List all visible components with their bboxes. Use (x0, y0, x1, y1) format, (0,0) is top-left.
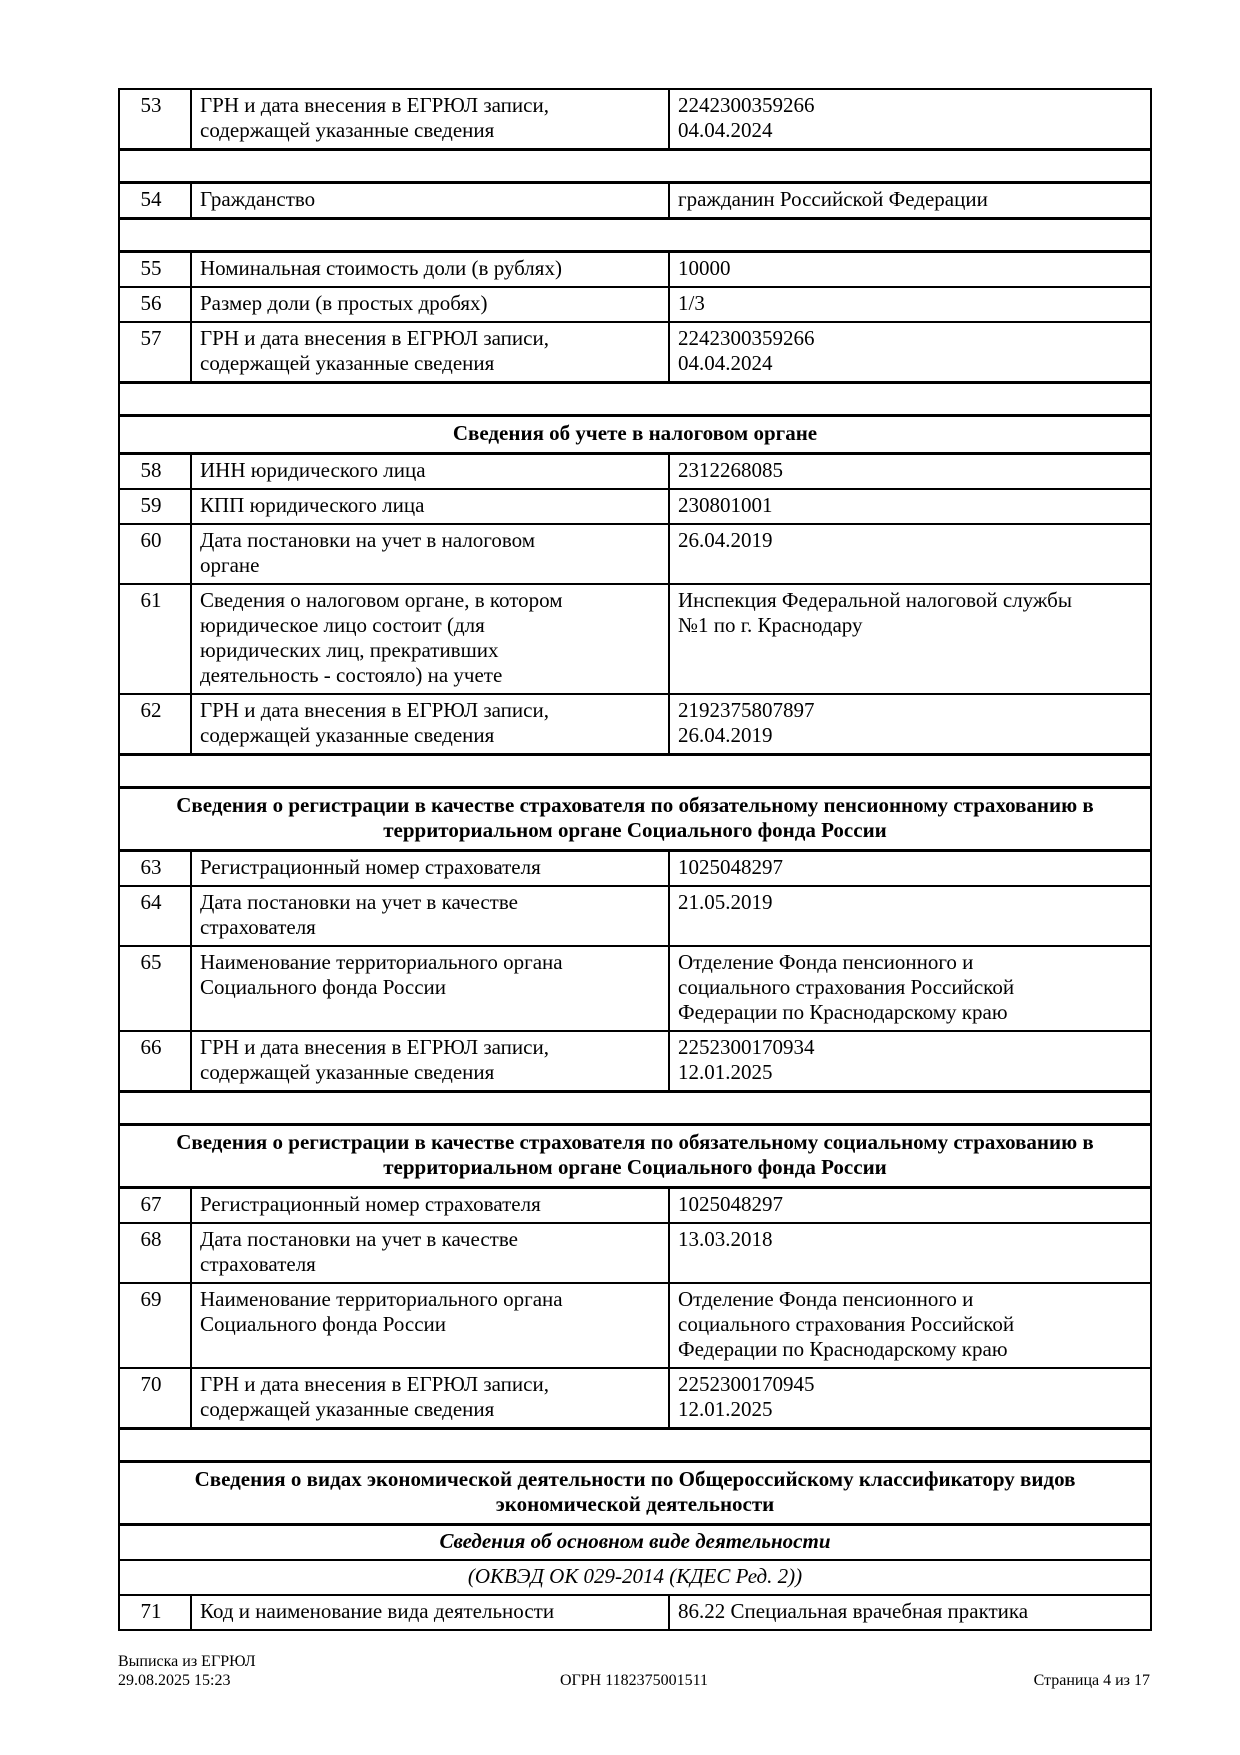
section-cell: Сведения о регистрации в качестве страхователя по обязательному пенсионному страхованию в территориальном органе Социального фонда России (119, 788, 1151, 851)
row-value-cell (669, 322, 1151, 383)
row-value-line: 04.04.2024 (678, 118, 773, 142)
table-row (119, 584, 1151, 694)
row-value-line: 2242300359266 (678, 326, 815, 350)
row-value-cell (669, 252, 1151, 288)
row-value-line: гражданин Российской Федерации (678, 187, 988, 211)
section-cell: Сведения о регистрации в качестве страхователя по обязательному социальному страхованию в территориальном органе Социального фонда России (119, 1125, 1151, 1188)
footer-document-type (118, 1652, 418, 1690)
row-label-cell (191, 1368, 669, 1429)
egrul-table (118, 88, 1152, 1631)
footer-page-number: Страница 4 из 17 (1033, 1672, 1150, 1689)
row-number-cell: 57 (119, 322, 191, 383)
row-label-cell (191, 886, 669, 946)
row-value-line: 12.01.2025 (678, 1060, 773, 1084)
row-label-line: КПП юридического лица (200, 493, 425, 517)
row-value-line: 1025048297 (678, 855, 783, 879)
row-value-cell (669, 851, 1151, 887)
row-value-line: 2252300170945 (678, 1372, 815, 1396)
row-value-cell (669, 524, 1151, 584)
row-label-line: ГРН и дата внесения в ЕГРЮЛ записи, (200, 698, 549, 722)
row-label-line: Сведения о налоговом органе, в котором (200, 588, 563, 612)
table-row (119, 1223, 1151, 1283)
row-value-line: 13.03.2018 (678, 1227, 773, 1251)
row-number-cell: 69 (119, 1283, 191, 1368)
row-label-cell (191, 489, 669, 524)
row-label-line: страхователя (200, 915, 316, 939)
row-label-line: Наименование территориального органа (200, 1287, 563, 1311)
row-value-cell (669, 1188, 1151, 1224)
row-value-line: 1/3 (678, 291, 705, 315)
row-value-line: 26.04.2019 (678, 723, 773, 747)
row-number-cell: 54 (119, 183, 191, 219)
table-row (119, 851, 1151, 887)
spacer-row (119, 219, 1151, 252)
row-label-cell (191, 694, 669, 755)
row-label-line: Номинальная стоимость доли (в рублях) (200, 256, 562, 280)
row-value-cell (669, 946, 1151, 1031)
row-value-line: 2242300359266 (678, 93, 815, 117)
row-label-line: Код и наименование вида деятельности (200, 1599, 555, 1623)
row-value-line: №1 по г. Краснодару (678, 613, 863, 637)
row-label-line: деятельность - состояло) на учете (200, 663, 503, 687)
row-value-line: 12.01.2025 (678, 1397, 773, 1421)
row-value-line: Отделение Фонда пенсионного и (678, 1287, 974, 1311)
row-label-cell (191, 946, 669, 1031)
row-label-line: Дата постановки на учет в качестве (200, 1227, 518, 1251)
spacer-cell (119, 150, 1151, 183)
row-label-line: Гражданство (200, 187, 316, 211)
section-header-row (119, 788, 1151, 851)
row-label-cell (191, 322, 669, 383)
row-number-cell: 66 (119, 1031, 191, 1092)
row-value-line: 2192375807897 (678, 698, 815, 722)
row-label-cell (191, 1188, 669, 1224)
row-value-cell (669, 1595, 1151, 1630)
row-label-line: содержащей указанные сведения (200, 118, 495, 142)
row-label-cell (191, 584, 669, 694)
table-row (119, 489, 1151, 524)
row-number-cell: 68 (119, 1223, 191, 1283)
row-value-line: 86.22 Специальная врачебная практика (678, 1599, 1029, 1623)
row-number-cell: 55 (119, 252, 191, 288)
row-number-cell: 61 (119, 584, 191, 694)
row-value-cell (669, 454, 1151, 490)
row-value-line: социального страхования Российской (678, 1312, 1015, 1336)
row-label-line: Размер доли (в простых дробях) (200, 291, 488, 315)
row-number-cell: 60 (119, 524, 191, 584)
row-label-line: страхователя (200, 1252, 316, 1276)
row-number-cell: 64 (119, 886, 191, 946)
row-label-line: Регистрационный номер страхователя (200, 1192, 541, 1216)
spacer-cell (119, 1092, 1151, 1125)
note-cell: (ОКВЭД ОК 029-2014 (КДЕС Ред. 2)) (119, 1560, 1151, 1595)
row-label-line: ГРН и дата внесения в ЕГРЮЛ записи, (200, 93, 549, 117)
row-label-line: Социального фонда России (200, 975, 447, 999)
table-row (119, 524, 1151, 584)
section-header-row (119, 416, 1151, 454)
row-label-cell (191, 1223, 669, 1283)
table-row (119, 694, 1151, 755)
table-row (119, 287, 1151, 322)
row-value-line: Федерации по Краснодарскому краю (678, 1000, 1008, 1024)
row-number-cell: 58 (119, 454, 191, 490)
row-label-cell (191, 1283, 669, 1368)
row-label-line: Регистрационный номер страхователя (200, 855, 541, 879)
row-value-line: 1025048297 (678, 1192, 783, 1216)
row-label-line: Дата постановки на учет в налоговом (200, 528, 536, 552)
table-row (119, 183, 1151, 219)
row-label-cell (191, 183, 669, 219)
row-label-line: Наименование территориального органа (200, 950, 563, 974)
row-value-line: Инспекция Федеральной налоговой службы (678, 588, 1072, 612)
spacer-row (119, 755, 1151, 788)
row-label-line: ИНН юридического лица (200, 458, 426, 482)
row-label-cell (191, 252, 669, 288)
row-label-cell (191, 1031, 669, 1092)
table-row (119, 1283, 1151, 1368)
section-header-row (119, 1462, 1151, 1525)
section-header-row (119, 1125, 1151, 1188)
row-value-cell (669, 183, 1151, 219)
row-number-cell: 63 (119, 851, 191, 887)
row-value-line: 04.04.2024 (678, 351, 773, 375)
row-value-line: 21.05.2019 (678, 890, 773, 914)
row-label-cell (191, 524, 669, 584)
footer-extract-label: Выписка из ЕГРЮЛ (118, 1653, 256, 1670)
row-label-line: ГРН и дата внесения в ЕГРЮЛ записи, (200, 326, 549, 350)
row-value-cell (669, 1031, 1151, 1092)
row-number-cell: 70 (119, 1368, 191, 1429)
row-value-line: Отделение Фонда пенсионного и (678, 950, 974, 974)
row-value-cell (669, 489, 1151, 524)
subsection-cell: Сведения об основном виде деятельности (119, 1525, 1151, 1561)
row-label-line: органе (200, 553, 260, 577)
spacer-cell (119, 755, 1151, 788)
row-label-line: ГРН и дата внесения в ЕГРЮЛ записи, (200, 1372, 549, 1396)
row-number-cell: 71 (119, 1595, 191, 1630)
row-label-line: содержащей указанные сведения (200, 1397, 495, 1421)
table-row (119, 1188, 1151, 1224)
spacer-cell (119, 219, 1151, 252)
table-row (119, 886, 1151, 946)
row-value-cell (669, 1223, 1151, 1283)
table-row (119, 1031, 1151, 1092)
row-label-line: содержащей указанные сведения (200, 351, 495, 375)
spacer-cell (119, 1429, 1151, 1462)
spacer-row (119, 1092, 1151, 1125)
row-value-cell (669, 1283, 1151, 1368)
table-row (119, 454, 1151, 490)
table-row (119, 1368, 1151, 1429)
page-footer (118, 1652, 1150, 1690)
row-number-cell: 56 (119, 287, 191, 322)
row-value-line: 26.04.2019 (678, 528, 773, 552)
row-value-cell (669, 584, 1151, 694)
row-value-line: социального страхования Российской (678, 975, 1015, 999)
footer-timestamp: 29.08.2025 15:23 (118, 1672, 231, 1689)
row-label-line: содержащей указанные сведения (200, 1060, 495, 1084)
spacer-row (119, 150, 1151, 183)
table-row (119, 1595, 1151, 1630)
row-label-cell (191, 851, 669, 887)
row-value-line: 2312268085 (678, 458, 783, 482)
row-label-line: юридических лиц, прекративших (200, 638, 499, 662)
row-number-cell: 53 (119, 89, 191, 150)
row-value-line: 2252300170934 (678, 1035, 815, 1059)
spacer-cell (119, 383, 1151, 416)
row-value-line: 10000 (678, 256, 731, 280)
section-cell: Сведения об учете в налоговом органе (119, 416, 1151, 454)
table-row (119, 946, 1151, 1031)
row-value-cell (669, 886, 1151, 946)
table-row (119, 252, 1151, 288)
row-value-cell (669, 1368, 1151, 1429)
row-label-line: Дата постановки на учет в качестве (200, 890, 518, 914)
row-number-cell: 65 (119, 946, 191, 1031)
spacer-row (119, 1429, 1151, 1462)
row-label-cell (191, 287, 669, 322)
classifier-note-row (119, 1560, 1151, 1595)
row-value-cell (669, 287, 1151, 322)
egrul-table-body (119, 89, 1151, 1630)
row-label-line: содержащей указанные сведения (200, 723, 495, 747)
row-number-cell: 67 (119, 1188, 191, 1224)
row-number-cell: 62 (119, 694, 191, 755)
row-value-cell (669, 694, 1151, 755)
row-label-cell (191, 89, 669, 150)
table-row (119, 89, 1151, 150)
spacer-row (119, 383, 1151, 416)
row-value-cell (669, 89, 1151, 150)
row-number-cell: 59 (119, 489, 191, 524)
footer-ogrn: ОГРН 1182375001511 (559, 1672, 709, 1689)
row-label-cell (191, 1595, 669, 1630)
table-row (119, 322, 1151, 383)
row-value-line: 230801001 (678, 493, 773, 517)
row-value-line: Федерации по Краснодарскому краю (678, 1337, 1008, 1361)
section-cell: Сведения о видах экономической деятельности по Общероссийскому классификатору видов экономической деятельности (119, 1462, 1151, 1525)
subsection-header-row (119, 1525, 1151, 1561)
row-label-line: Социального фонда России (200, 1312, 447, 1336)
row-label-cell (191, 454, 669, 490)
row-label-line: юридическое лицо состоит (для (200, 613, 485, 637)
row-label-line: ГРН и дата внесения в ЕГРЮЛ записи, (200, 1035, 549, 1059)
